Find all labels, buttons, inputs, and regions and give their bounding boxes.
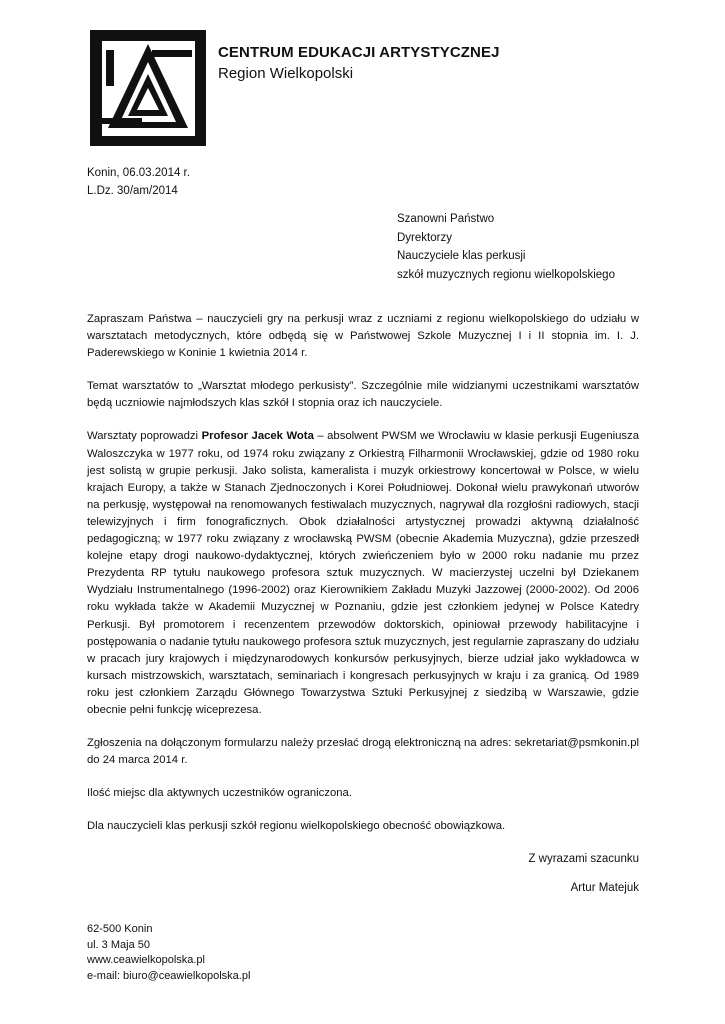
paragraph-mandatory: Dla nauczycieli klas perkusji szkół regionu wielkopolskiego obecność obowiązkowa. (87, 820, 506, 833)
recipients-block (397, 210, 615, 284)
paragraph-topic: Temat warsztatów to „Warsztat młodego perkusisty”. Szczególnie mile widzianymi uczestnikami warsztatów będą uczniowie najmłodszych klas szkół I stopnia oraz ich nauczyciele. (87, 380, 639, 410)
footer-postal-code: 62-500 Konin (87, 923, 153, 935)
footer-street: ul. 3 Maja 50 (87, 938, 150, 951)
instructor-name: Profesor Jacek Wota (201, 430, 314, 443)
paragraph-limited-places: Ilość miejsc dla aktywnych uczestników ograniczona. (87, 787, 352, 800)
closing-block (528, 850, 639, 908)
signature-name: Artur Matejuk (570, 882, 639, 894)
footer-email: e-mail: biuro@ceawielkopolska.pl (87, 969, 251, 982)
closing-greeting: Z wyrazami szacunku (528, 853, 639, 865)
paragraph-invitation: Zapraszam Państwa – nauczycieli gry na perkusji wraz z uczniami z regionu wielkopolskiego do udziału w warsztatach metodycznych, które odbędą się w Państwowej Szkole Muzycznej I i II stopnia im. I. J. Paderewskiego w Koninie 1 kwietnia 2014 r. (87, 313, 639, 360)
reference-number: L.Dz. 30/am/2014 (87, 185, 178, 197)
instructor-bio: – absolwent PWSM we Wrocławiu w klasie perkusji Eugeniusza Waloszczyka w 1977 roku, od 1974 roku związany z Orkiestrą Filharmonii Wrocławskiej, gdzie od 1980 roku jest solistą w grupie perkusji. Jako solista, kameralista i muzyk orkiestrowy koncertował w Polsce, w wielu krajach Europy, a także w Stanach Zjednoczonych i Korei Południowej. Dokonał wielu prawykonań utworów na perkusję, występował na renomowanych festiwalach muzycznych, nagrywał dla rozgłośni radiowych, stacji telewizyjnych i firm fonograficznych. Obok działalności artystycznej prowadzi aktywną działalność pedagogiczną; w 1977 roku związany z wrocławską PWSM (obecnie Akademia Muzyczna), gdzie przeszedł kolejne etapy drogi naukowo-dydaktycznej, których zwieńczeniem było w 2000 roku nadanie mu przez Prezydenta RP tytułu naukowego profesora sztuk muzycznych. W macierzystej uczelni był Dziekanem Wydziału Instrumentalnego (1996-2002) oraz Kierownikiem Zakładu Muzyki Jazzowej (2000-2002). Od 2006 roku wykłada także w Akademii Muzycznej w Poznaniu, gdzie jest członkiem jedynej w Polsce Katedry Perkusji. Był promotorem i recenzentem przewodów doktorskich, opiniował przewody habilitacyjne i postępowania o nadanie tytułu naukowego profesora sztuk muzycznych, jest regularnie zapraszany do udziału w pracach jury krajowych i międzynarodowych konkursów perkusyjnych, bierze udział jako wykładowca w kursach mistrzowskich, warsztatach, seminariach i kongresach perkusyjnych w kraju i za granicą. Od 1989 roku jest członkiem Zarządu Głównego Towarzystwa Sztuki Perkusyjnej z siedzibą w Warszawie, gdzie obecnie pełni funkcję wiceprezesa. (87, 430, 639, 716)
paragraph-registration: Zgłoszenia na dołączonym formularzu należy przesłać drogą elektroniczną na adres: sekretariat@psmkonin.pl do 24 marca 2014 r. (87, 737, 639, 767)
org-name: CENTRUM EDUKACJI ARTYSTYCZNEJ (218, 44, 500, 61)
letter-body (87, 311, 639, 851)
letter-meta (87, 164, 190, 200)
footer-website: www.ceawielkopolska.pl (87, 954, 205, 966)
paragraph-instructor (87, 428, 639, 719)
recipient-line: Dyrektorzy (397, 231, 452, 244)
cea-logo-icon (90, 30, 206, 146)
org-region: Region Wielkopolski (218, 65, 354, 82)
recipient-line: Nauczyciele klas perkusji (397, 250, 526, 262)
recipient-line: Szanowni Państwo (397, 213, 495, 225)
place-date: Konin, 06.03.2014 r. (87, 167, 190, 179)
recipient-line: szkół muzycznych regionu wielkopolskiego (397, 268, 615, 281)
footer-contact (87, 922, 250, 984)
instructor-intro: Warsztaty poprowadzi (87, 430, 202, 443)
